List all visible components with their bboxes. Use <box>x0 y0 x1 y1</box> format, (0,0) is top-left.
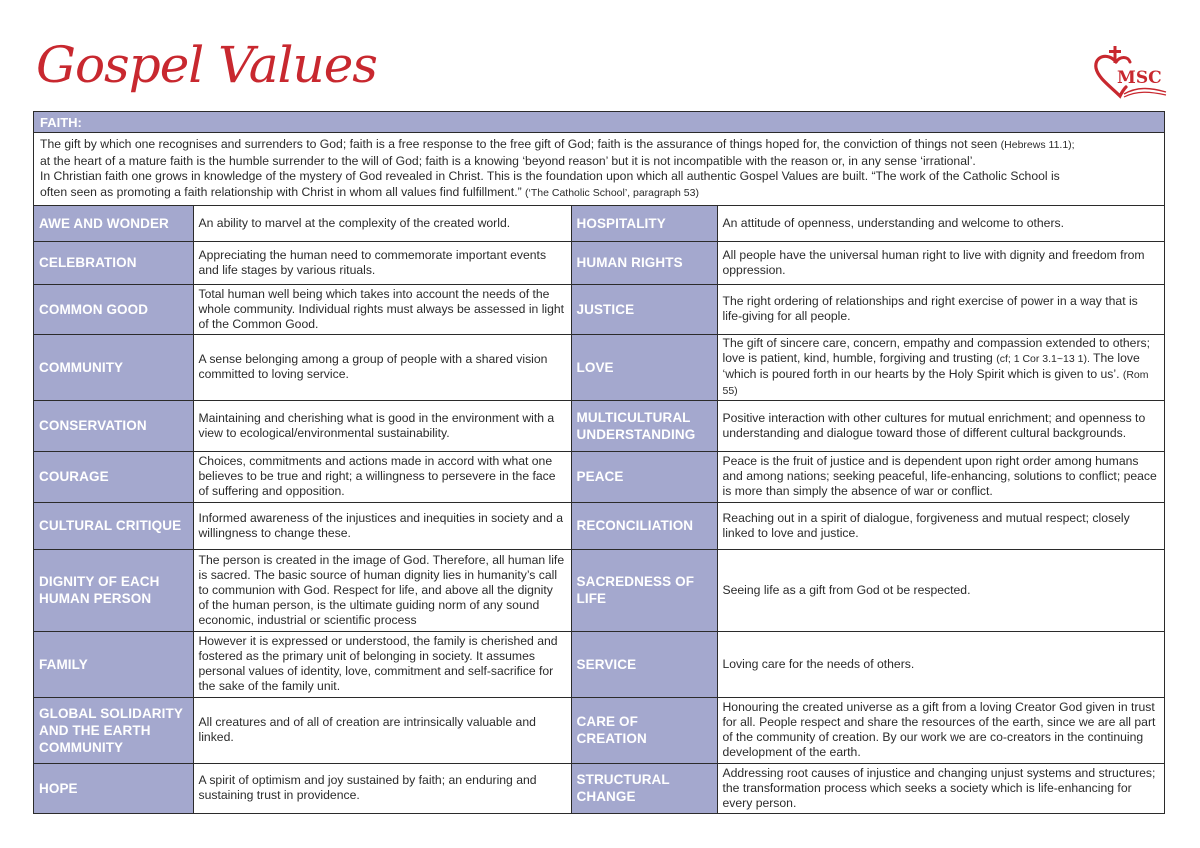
value-label: AWE AND WONDER <box>34 206 193 241</box>
value-description: Maintaining and cherishing what is good in the environment with a view to ecological/environmental sustainability. <box>193 400 571 451</box>
value-description: Appreciating the human need to commemorate important events and life stages by various rituals. <box>193 241 571 284</box>
value-description: The right ordering of relationships and right exercise of power in a way that is life-giving for all people. <box>717 284 1164 334</box>
value-description <box>717 334 1164 400</box>
value-label: RECONCILIATION <box>571 502 717 549</box>
table-row <box>34 502 1164 549</box>
value-description: Total human well being which takes into account the needs of the whole community. Individual rights must always be assessed in light of the Common Good. <box>193 284 571 334</box>
value-label: DIGNITY OF EACH HUMAN PERSON <box>34 549 193 631</box>
faith-reference-catholic-school: (‘The Catholic School’, paragraph 53) <box>525 186 699 199</box>
value-description: Informed awareness of the injustices and inequities in society and a willingness to change these. <box>193 502 571 549</box>
value-label: HOSPITALITY <box>571 206 717 241</box>
value-description: Positive interaction with other cultures for mutual enrichment; and openness to understanding and dialogue toward those of different cultural backgrounds. <box>717 400 1164 451</box>
value-description: A spirit of optimism and joy sustained by faith; an enduring and sustaining trust in providence. <box>193 763 571 813</box>
value-label: SACREDNESS OF LIFE <box>571 549 717 631</box>
value-label: HUMAN RIGHTS <box>571 241 717 284</box>
value-label: CONSERVATION <box>34 400 193 451</box>
table-row <box>34 206 1164 241</box>
faith-line-2: at the heart of a mature faith is the humble surrender to the will of God; faith is a knowing ‘beyond reason’ but it is not incompatible with the reason or, in any sense ‘irrational’. <box>40 153 976 168</box>
value-label: FAMILY <box>34 631 193 697</box>
value-description: Honouring the created universe as a gift from a loving Creator God given in trust for all. People respect and share the resources of the earth, since we are all part of the community of creation. By our work we are co-creators in the continuing development of the earth. <box>717 697 1164 763</box>
values-table <box>34 206 1164 813</box>
logo-text: MSC <box>1117 68 1162 88</box>
value-description: Peace is the fruit of justice and is dependent upon right order among humans and among nations; seeking peaceful, life-enhancing, solutions to conflict; peace is more than simply the absence of war or conflict. <box>717 451 1164 502</box>
value-description: A sense belonging among a group of people with a shared vision committed to loving service. <box>193 334 571 400</box>
faith-heading: FAITH: <box>34 112 1164 133</box>
value-label: COURAGE <box>34 451 193 502</box>
value-label: PEACE <box>571 451 717 502</box>
value-description: Choices, commitments and actions made in accord with what one believes to be true and right; a willingness to persevere in the face of suffering and opposition. <box>193 451 571 502</box>
value-label: STRUCTURAL CHANGE <box>571 763 717 813</box>
value-label: MULTICULTURAL UNDERSTANDING <box>571 400 717 451</box>
value-description: An ability to marvel at the complexity of the created world. <box>193 206 571 241</box>
value-description: Reaching out in a spirit of dialogue, forgiveness and mutual respect; closely linked to love and justice. <box>717 502 1164 549</box>
values-frame <box>33 111 1165 814</box>
table-row <box>34 241 1164 284</box>
value-label: CELEBRATION <box>34 241 193 284</box>
table-row <box>34 631 1164 697</box>
value-label: COMMUNITY <box>34 334 193 400</box>
table-row <box>34 549 1164 631</box>
page-title: Gospel Values <box>36 36 377 94</box>
value-label: JUSTICE <box>571 284 717 334</box>
value-description: However it is expressed or understood, the family is cherished and fostered as the primary unit of belonging in society. It assumes personal values of identity, love, commitment and self-sacrifice for the sake of the family unit. <box>193 631 571 697</box>
value-description: Seeing life as a gift from God ot be respected. <box>717 549 1164 631</box>
value-description: All people have the universal human right to live with dignity and freedom from oppression. <box>717 241 1164 284</box>
table-row <box>34 400 1164 451</box>
value-label: COMMON GOOD <box>34 284 193 334</box>
value-label: HOPE <box>34 763 193 813</box>
value-description: Loving care for the needs of others. <box>717 631 1164 697</box>
value-label: CULTURAL CRITIQUE <box>34 502 193 549</box>
value-label: CARE OF CREATION <box>571 697 717 763</box>
faith-line-3: In Christian faith one grows in knowledge of the mystery of God revealed in Christ. This is the foundation upon which all authentic Gospel Values are built. “The work of the Catholic School is <box>40 169 1060 183</box>
table-row <box>34 451 1164 502</box>
faith-line-4: often seen as promoting a faith relationship with Christ in whom all values find fulfillment.” <box>40 184 526 199</box>
faith-reference-hebrews: (Hebrews 11.1); <box>1000 139 1075 151</box>
value-description: An attitude of openness, understanding and welcome to others. <box>717 206 1164 241</box>
value-description: All creatures and of all of creation are intrinsically valuable and linked. <box>193 697 571 763</box>
faith-line-1: The gift by which one recognises and surrenders to God; faith is a free response to the free gift of God; faith is the assurance of things hoped for, the conviction of things not seen <box>40 137 1001 151</box>
table-row <box>34 763 1164 813</box>
table-row <box>34 284 1164 334</box>
love-text-b: The love ‘which is poured forth in our hearts by the Holy Spirit which is given to us’. <box>722 350 1140 381</box>
love-reference-rom: (Rom 55) <box>722 368 1149 397</box>
value-description: Addressing root causes of injustice and changing unjust systems and structures; the transformation process which seeks a society which is life-enhancing for every person. <box>717 763 1164 813</box>
love-reference-cor: (cf; 1 Cor 3.1~13 1). <box>996 352 1090 365</box>
faith-description <box>34 133 1164 206</box>
table-row <box>34 697 1164 763</box>
value-label: LOVE <box>571 334 717 400</box>
table-row <box>34 334 1164 400</box>
value-description: The person is created in the image of God. Therefore, all human life is sacred. The basic source of human dignity lies in humanity’s call to communion with God. Respect for life, and above all the dignity of the human person, is the ultimate guiding norm of any sound economic, industrial or scientific process <box>193 549 571 631</box>
value-label: GLOBAL SOLIDARITY AND THE EARTH COMMUNITY <box>34 697 193 763</box>
value-label: SERVICE <box>571 631 717 697</box>
love-text-a: The gift of sincere care, concern, empathy and compassion extended to others; love is patient, kind, humble, forgiving and trusting <box>722 335 1150 365</box>
